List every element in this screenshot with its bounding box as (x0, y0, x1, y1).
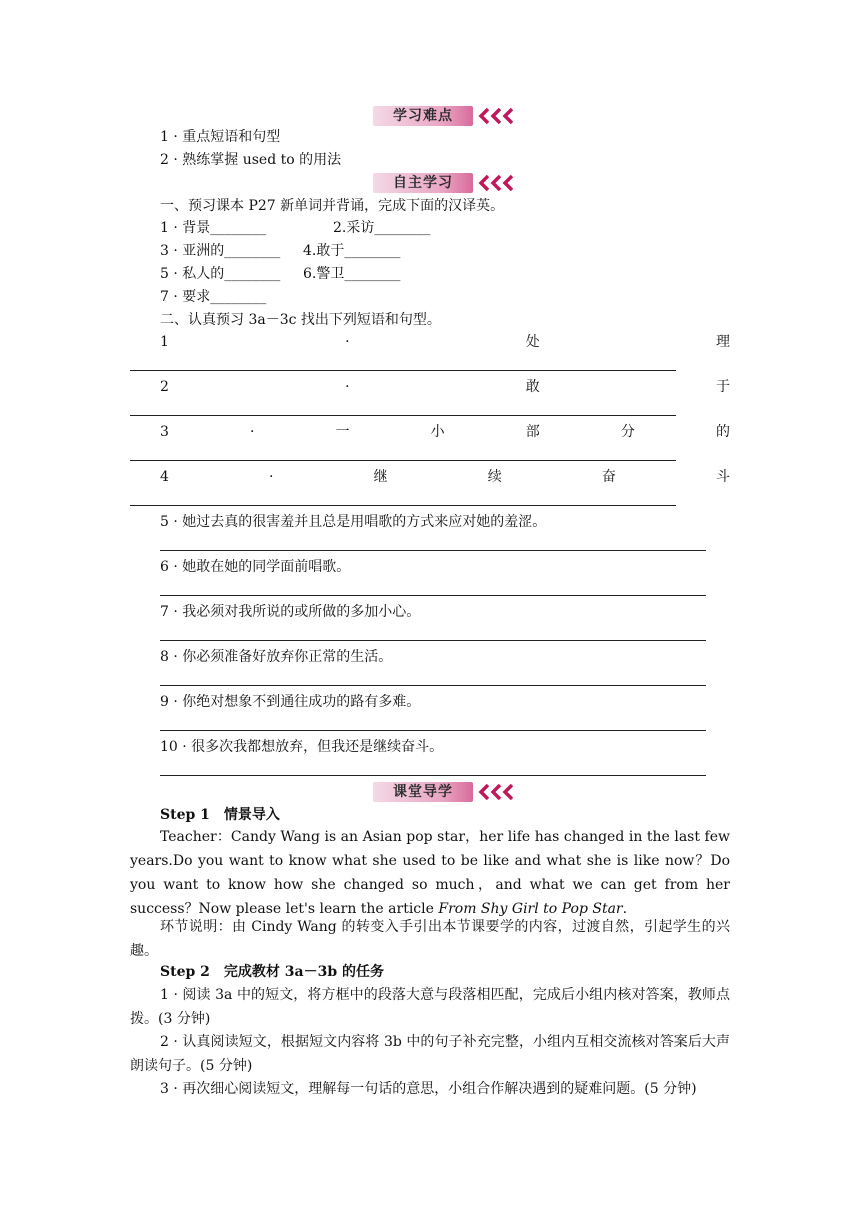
phrase-char: 于 (715, 379, 730, 395)
sentence-item: 10 · 很多次我都想放弃，但我还是继续奋斗。 (160, 739, 444, 755)
phrase-char: · (250, 424, 255, 440)
step2-item: 1 · 阅读 3a 中的短文，将方框中的段落大意与段落相匹配，完成后小组内核对答案，教师点拨。(3 分钟) (130, 987, 730, 1027)
vocab-item: 6.警卫________ (303, 266, 401, 282)
phrase-char: 理 (715, 334, 730, 350)
sentence-item: 8 · 你必须准备好放弃你正常的生活。 (160, 649, 393, 665)
answer-line[interactable] (130, 460, 676, 461)
section-banner-class-guide (373, 782, 473, 802)
phrase-char: 4 (160, 469, 169, 485)
phrase-char: 继 (373, 469, 388, 485)
phrase-char: · (345, 379, 350, 395)
answer-line[interactable] (160, 775, 706, 776)
section-title: 自主学习 (393, 175, 453, 191)
phrase-char: 奋 (601, 469, 616, 485)
answer-line[interactable] (160, 640, 706, 641)
chevrons-icon (476, 106, 524, 126)
phrase-char: 斗 (716, 469, 730, 485)
phrase-char: 3 (160, 424, 169, 440)
step1-title: Step 1 情景导入 (160, 807, 280, 823)
phrase-char: 分 (620, 424, 635, 440)
vocab-item: 4.敢于________ (303, 243, 401, 259)
step2-title: Step 2 完成教材 3a－3b 的任务 (160, 964, 384, 980)
difficulty-item: 2 · 熟练掌握 used to 的用法 (160, 152, 342, 168)
phrase-char: · (269, 469, 274, 485)
phrase-char: 小 (430, 424, 445, 440)
step1-paragraph (130, 825, 730, 921)
vocab-item: 1 · 背景________ (160, 220, 267, 236)
answer-line[interactable] (160, 685, 706, 686)
phrase-row (160, 467, 730, 487)
phrase-char: 续 (487, 469, 502, 485)
step2-item: 2 · 认真阅读短文，根据短文内容将 3b 中的句子补充完整，小组内互相交流核对答案后大声朗读句子。(5 分钟) (130, 1034, 730, 1074)
section-title: 课堂导学 (393, 784, 453, 800)
phrase-row (160, 332, 730, 352)
section-banner-self-study (373, 173, 473, 193)
phrase-char: 处 (525, 334, 540, 350)
sentence-item: 5 · 她过去真的很害羞并且总是用唱歌的方式来应对她的羞涩。 (160, 514, 547, 530)
answer-line[interactable] (160, 550, 706, 551)
section-title: 学习难点 (393, 108, 453, 124)
phrase-char: 部 (525, 424, 540, 440)
step1-text: Teacher：Candy Wang is an Asian pop star，her life has changed in the last few years.Do you want to know what she used to be like and what she is like now？Do you want to know how she changed so much，and what we can get from her success？Now please let's learn the article (130, 829, 730, 917)
section-banner-difficulties (373, 106, 473, 126)
part2-title: 二、认真预习 3a－3c 找出下列短语和句型。 (160, 312, 441, 328)
answer-line[interactable] (160, 730, 706, 731)
vocab-item: 7 · 要求________ (160, 289, 267, 305)
answer-line[interactable] (130, 415, 676, 416)
sentence-item: 6 · 她敢在她的同学面前唱歌。 (160, 559, 351, 575)
phrase-row (160, 377, 730, 397)
answer-line[interactable] (130, 505, 676, 506)
chevrons-icon (476, 173, 524, 193)
phrase-row (160, 422, 730, 442)
step2-item: 3 · 再次细心阅读短文，理解每一句话的意思，小组合作解决遇到的疑难问题。(5 分钟) (160, 1081, 697, 1097)
vocab-item: 2.采访________ (333, 220, 431, 236)
sentence-item: 9 · 你绝对想象不到通往成功的路有多难。 (160, 694, 421, 710)
phrase-char: 敢 (525, 379, 540, 395)
step1-end: . (622, 901, 628, 917)
part1-title: 一、预习课本 P27 新单词并背诵，完成下面的汉译英。 (160, 198, 505, 214)
difficulty-item: 1 · 重点短语和句型 (160, 129, 281, 145)
phrase-char: 一 (335, 424, 350, 440)
answer-line[interactable] (160, 595, 706, 596)
phrase-char: 1 (160, 334, 169, 350)
phrase-char: 2 (160, 379, 169, 395)
phrase-char: 的 (715, 424, 730, 440)
sentence-item: 7 · 我必须对我所说的或所做的多加小心。 (160, 604, 421, 620)
phrase-char: · (345, 334, 350, 350)
article-title: From Shy Girl to Pop Star (438, 901, 623, 917)
step1-note: 环节说明：由 Cindy Wang 的转变入手引出本节课要学的内容，过渡自然，引起学生的兴趣。 (130, 919, 730, 959)
vocab-item: 5 · 私人的________ (160, 266, 281, 282)
chevrons-icon (476, 782, 524, 802)
answer-line[interactable] (130, 370, 676, 371)
vocab-item: 3 · 亚洲的________ (160, 243, 281, 259)
